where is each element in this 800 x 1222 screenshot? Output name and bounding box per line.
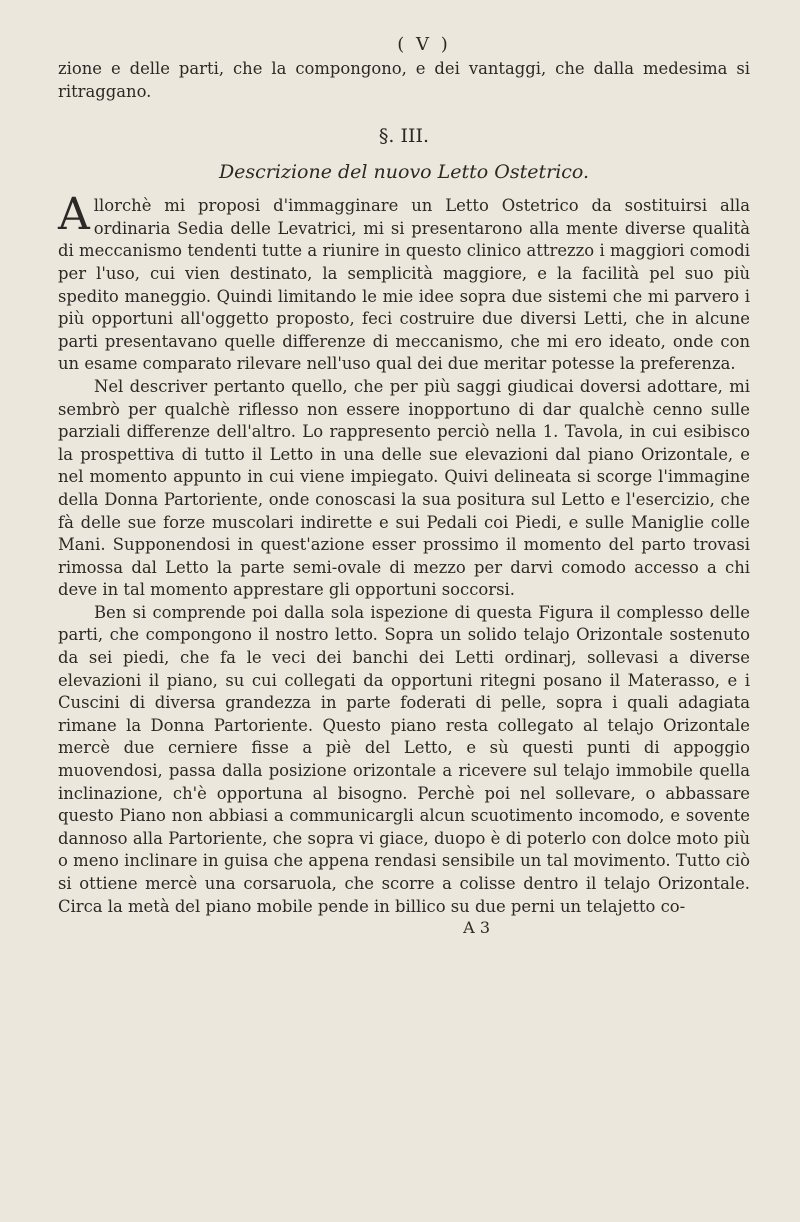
- carryover-text: zione e delle parti, che la compongono, e dei vantaggi, che dalla medesima si ritraggano.: [58, 59, 750, 101]
- page-folio: ( V ): [397, 34, 451, 55]
- section-heading: Descrizione del nuovo Letto Ostetrico.: [218, 161, 590, 184]
- paragraph-2: Nel descriver pertanto quello, che per più saggi giudicai doversi adottare, mi sembrò per qualchè riflesso non essere inopportuno di dar qualchè cenno sulle parziali differenze dell'altro. Lo rappresento perciò nella 1. Tavola, in cui esibisco la prospettiva di tutto il Letto in una delle sue elevazioni dal piano Orizontale, e nel momento appunto in cui viene impiegato. Quivi delineata si scorge l'immagine della Donna Partoriente, onde conoscasi la sua positura sul Letto e l'esercizio, che fà delle sue forze muscolari indirette e sui Pedali coi Piedi, e sulle Maniglie colle Mani. Supponendosi in quest'azione esser prossimo il momento del parto trovasi rimossa dal Letto la parte semi-ovale di mezzo per darvi comodo accesso a chi deve in tal momento apprestare gli opportuni soccorsi.: [58, 376, 750, 600]
- signature-mark: A 3: [463, 918, 490, 938]
- paragraph-1: [58, 189, 750, 376]
- paragraph-1-text: llorchè mi proposi d'immagginare un Letto Ostetrico da sostituirsi alla ordinaria Sedia delle Levatrici, mi si presentarono alla mente diverse qualità di meccanismo tendenti tutte a riunire in questo clinico attrezzo i maggiori comodi per l'uso, cui vien destinato, la semplicità maggiore, e la facilità pel suo più spedito maneggio. Quindi limitando le mie idee sopra due sistemi che mi parvero i più opportuni all'oggetto proposto, feci costruire due diversi Letti, che in alcune parti presentavano quelle differenze di meccanismo, che mi ero ideato, onde con un esame comparato rilevare nell'uso qual dei due meritar potesse la preferenza.: [58, 196, 750, 374]
- section-number: §. III.: [378, 125, 430, 148]
- paragraph-3: Ben si comprende poi dalla sola ispezione di questa Figura il complesso delle parti, che compongono il nostro letto. Sopra un solido telajo Orizontale sostenuto da sei piedi, che fa le veci dei banchi dei Letti ordinarj, sollevasi a diverse elevazioni il piano, su cui collegati da opportuni ritegni posano il Materasso, e i Cuscini di diversa grandezza in parte foderati di pelle, sopra i quali adagiata rimane la Donna Partoriente. Questo piano resta collegato al telajo Orizontale mercè due cerniere fisse a piè del Letto, e sù questi punti di appoggio muovendosi, passa dalla posizione orizontale a ricevere sul telajo immobile quella inclinazione, ch'è opportuna al bisogno. Perchè poi nel sollevare, o abbassare questo Piano non abbiasi a communicargli alcun scuotimento incomodo, e sovente dannoso alla Partoriente, che sopra vi giace, duopo è di poterlo con dolce moto più o meno inclinare in guisa che appena rendasi sensibile un tal movimento. Tutto ciò si ottiene mercè una corsaruola, che scorre a colisse dentro il telajo Orizontale. Circa la metà del piano mobile pende in billico su due perni un telajetto co-: [58, 602, 750, 916]
- drop-cap: A: [58, 189, 90, 241]
